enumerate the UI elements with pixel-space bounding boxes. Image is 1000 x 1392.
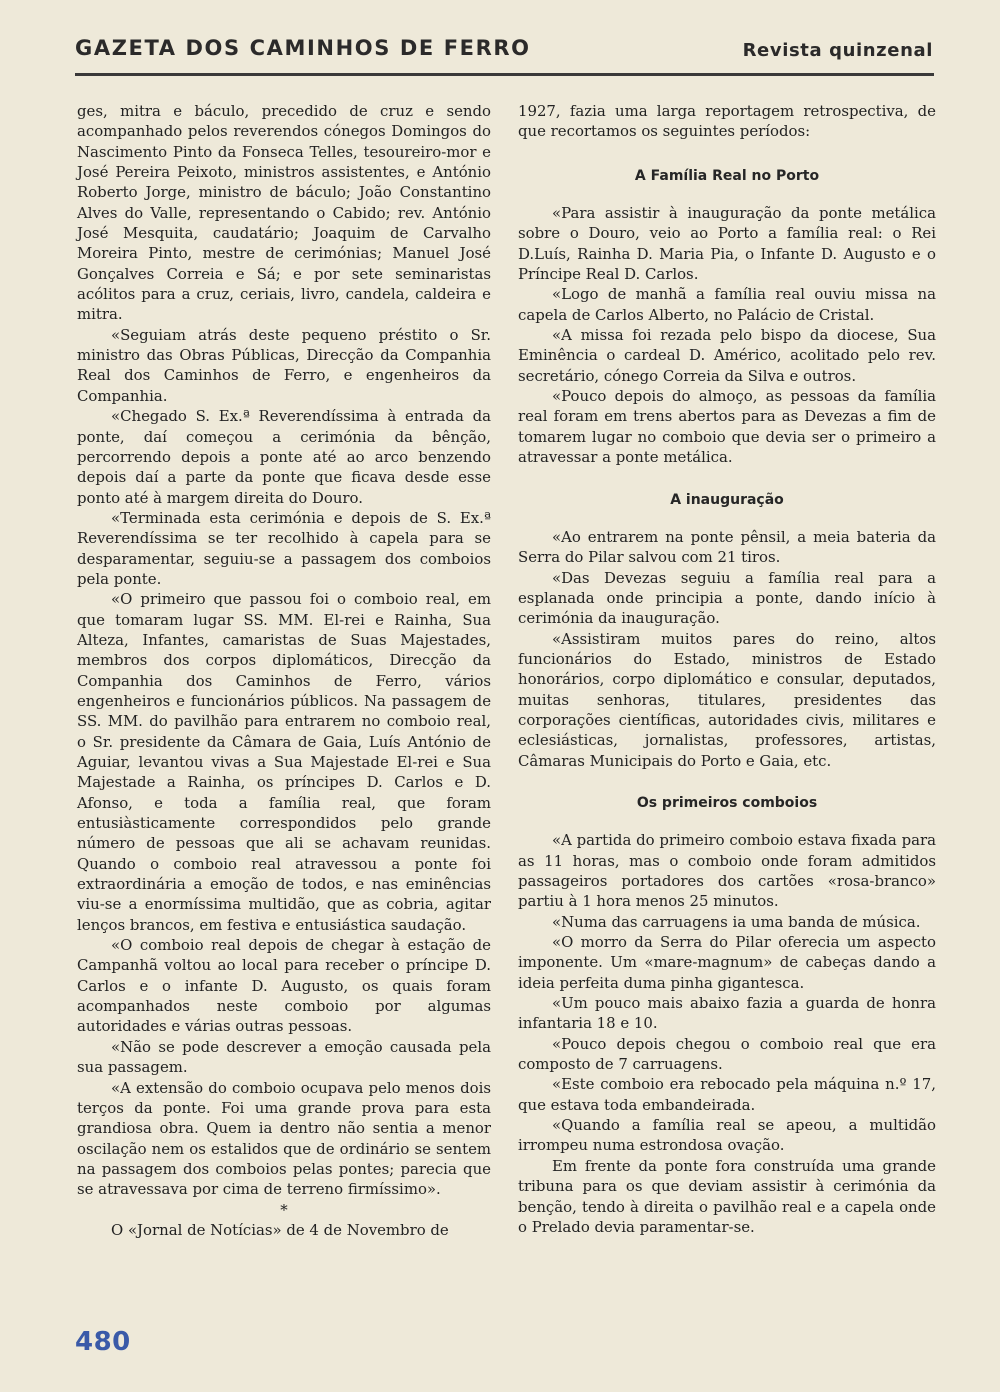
paragraph: «O morro da Serra do Pilar oferecia um aspecto imponente. Um «mare-magnum» de cabeças dando a ideia perfeita duma pinha gigantesca.: [518, 933, 936, 992]
paragraph: «A partida do primeiro comboio estava fixada para as 11 horas, mas o comboio onde foram admitidos passageiros portadores dos cartões «rosa-branco» partiu à 1 hora menos 25 minutos.: [518, 831, 936, 911]
paragraph: «Este comboio era rebocado pela máquina n.º 17, que estava toda embandeirada.: [518, 1075, 936, 1114]
publication-title: GAZETA DOS CAMINHOS DE FERRO: [75, 36, 531, 60]
paragraph: «Terminada esta cerimónia e depois de S. Ex.ª Reverendíssima se ter recolhido à capela para se desparamentar, seguiu-se a passagem dos comboios pela ponte.: [77, 508, 491, 588]
section-separator: *: [280, 1200, 288, 1219]
paragraph: «O comboio real depois de chegar à estação de Campanhã voltou ao local para receber o príncipe D. Carlos e o infante D. Augusto, os quais foram acompanhados neste comboio por algumas autoridades e várias outras pessoas.: [77, 936, 491, 1036]
paragraph: «Das Devezas seguiu a família real para a esplanada onde principia a ponte, dando início à cerimónia da inauguração.: [518, 568, 936, 628]
paragraph: «A extensão do comboio ocupava pelo menos dois terços da ponte. Foi uma grande prova para esta grandiosa obra. Quem ia dentro não sentia a menor oscilação nem os estalidos que de ordinário se sentem na passagem dos comboios pelas pontes; parecia que se atravessava por cima de terreno firmíssimo».: [77, 1078, 491, 1199]
paragraph: «Chegado S. Ex.ª Reverendíssima à entrada da ponte, daí começou a cerimónia da bênção, percorrendo depois a ponte até ao arco benzendo depois daí a parte da ponte que ficava desde esse ponto até à margem direita do Douro.: [77, 407, 491, 507]
paragraph: O «Jornal de Notícias» de 4 de Novembro de: [111, 1220, 449, 1239]
paragraph: «A missa foi rezada pelo bispo da diocese, Sua Eminência o cardeal D. Américo, acolitado pelo rev. secretário, cónego Correia da Silva e outros.: [518, 326, 936, 385]
paragraph: «Ao entrarem na ponte pênsil, a meia bateria da Serra do Pilar salvou com 21 tiros.: [518, 527, 936, 567]
page-number: 480: [75, 1327, 131, 1357]
paragraph: ges, mitra e báculo, precedido de cruz e sendo acompanhado pelos reverendos cónegos Domingos do Nascimento Pinto da Fonseca Telles, tesoureiro-mor e José Pereira Peixoto, ministros assistentes, e António Roberto Jorge, ministro de báculo; João Constantino Alves do Valle, representando o Cabido; rev. António José Mesquita, caudatário; Joaquim de Carvalho Moreira Pinto, mestre de cerimónias; Manuel José Gonçalves Correia e Sá; e por sete seminaristas acólitos para a cruz, ceriais, livro, candela, caldeira e mitra.: [77, 102, 491, 324]
paragraph: «Pouco depois chegou o comboio real que era composto de 7 carruagens.: [518, 1034, 936, 1074]
paragraph: «Um pouco mais abaixo fazia a guarda de honra infantaria 18 e 10.: [518, 994, 936, 1033]
paragraph: «Logo de manhã a família real ouviu missa na capela de Carlos Alberto, no Palácio de Cristal.: [518, 285, 936, 324]
right-column: [518, 101, 936, 1237]
paragraph: «Numa das carruagens ia uma banda de música.: [552, 912, 921, 931]
section-heading: Os primeiros comboios: [636, 794, 818, 811]
section-heading: A Família Real no Porto: [634, 167, 820, 184]
paragraph: «Não se pode descrever a emoção causada pela sua passagem.: [77, 1037, 491, 1077]
header-rule: [75, 73, 934, 76]
paragraph: 1927, fazia uma larga reportagem retrospectiva, de que recortamos os seguintes períodos:: [518, 102, 936, 141]
paragraph: «Quando a família real se apeou, a multidão irrompeu numa estrondosa ovação.: [518, 1116, 936, 1155]
paragraph: «O primeiro que passou foi o comboio real, em que tomaram lugar SS. MM. El-rei e Rainha, Sua Alteza, Infantes, camaristas de Suas Majestades, membros dos corpos diplomáticos, Direcção da Companhia dos Caminhos de Ferro, vários engenheiros e funcionários públicos. Na passagem de SS. MM. do pavilhão para entrarem no comboio real, o Sr. presidente da Câmara de Gaia, Luís António de Aguiar, levantou vivas a Sua Majestade El-rei e Sua Majestade a Rainha, os príncipes D. Carlos e D. Afonso, e toda a família real, que foram entusiàsticamente correspondidos pelo grande número de pessoas que ali se achavam reunidas. Quando o comboio real atravessou a ponte foi extraordinária a emoção de todos, e nas eminências viu-se a enormíssima multidão, que as cobria, agitar lenços brancos, em festiva e entusiástica saudação.: [77, 590, 491, 934]
publication-subtitle: Revista quinzenal: [742, 40, 933, 61]
paragraph: «Para assistir à inauguração da ponte metálica sobre o Douro, veio ao Porto a família real: o Rei D.Luís, Rainha D. Maria Pia, o Infante D. Augusto e o Príncipe Real D. Carlos.: [518, 204, 936, 284]
paragraph: «Seguiam atrás deste pequeno préstito o Sr. ministro das Obras Públicas, Direcção da Companhia Real dos Caminhos de Ferro, e engenheiros da Companhia.: [77, 325, 491, 405]
section-heading: A inauguração: [670, 491, 784, 508]
paragraph: «Assistiram muitos pares do reino, altos funcionários do Estado, ministros de Estado honorários, corpo diplomático e consular, deputados, muitas senhoras, titulares, presidentes das corporações científicas, autoridades civis, militares e eclesiásticas, jornalistas, professores, artistas, Câmaras Municipais do Porto e Gaia, etc.: [518, 629, 936, 770]
left-column: [77, 101, 491, 1240]
paragraph: «Pouco depois do almoço, as pessoas da família real foram em trens abertos para as Devezas a fim de tomarem lugar no comboio que devia ser o primeiro a atravessar a ponte metálica.: [518, 387, 936, 467]
paragraph: Em frente da ponte fora construída uma grande tribuna para os que deviam assistir à cerimónia da benção, tendo à direita o pavilhão real e a capela onde o Prelado devia paramentar-se.: [518, 1156, 936, 1236]
